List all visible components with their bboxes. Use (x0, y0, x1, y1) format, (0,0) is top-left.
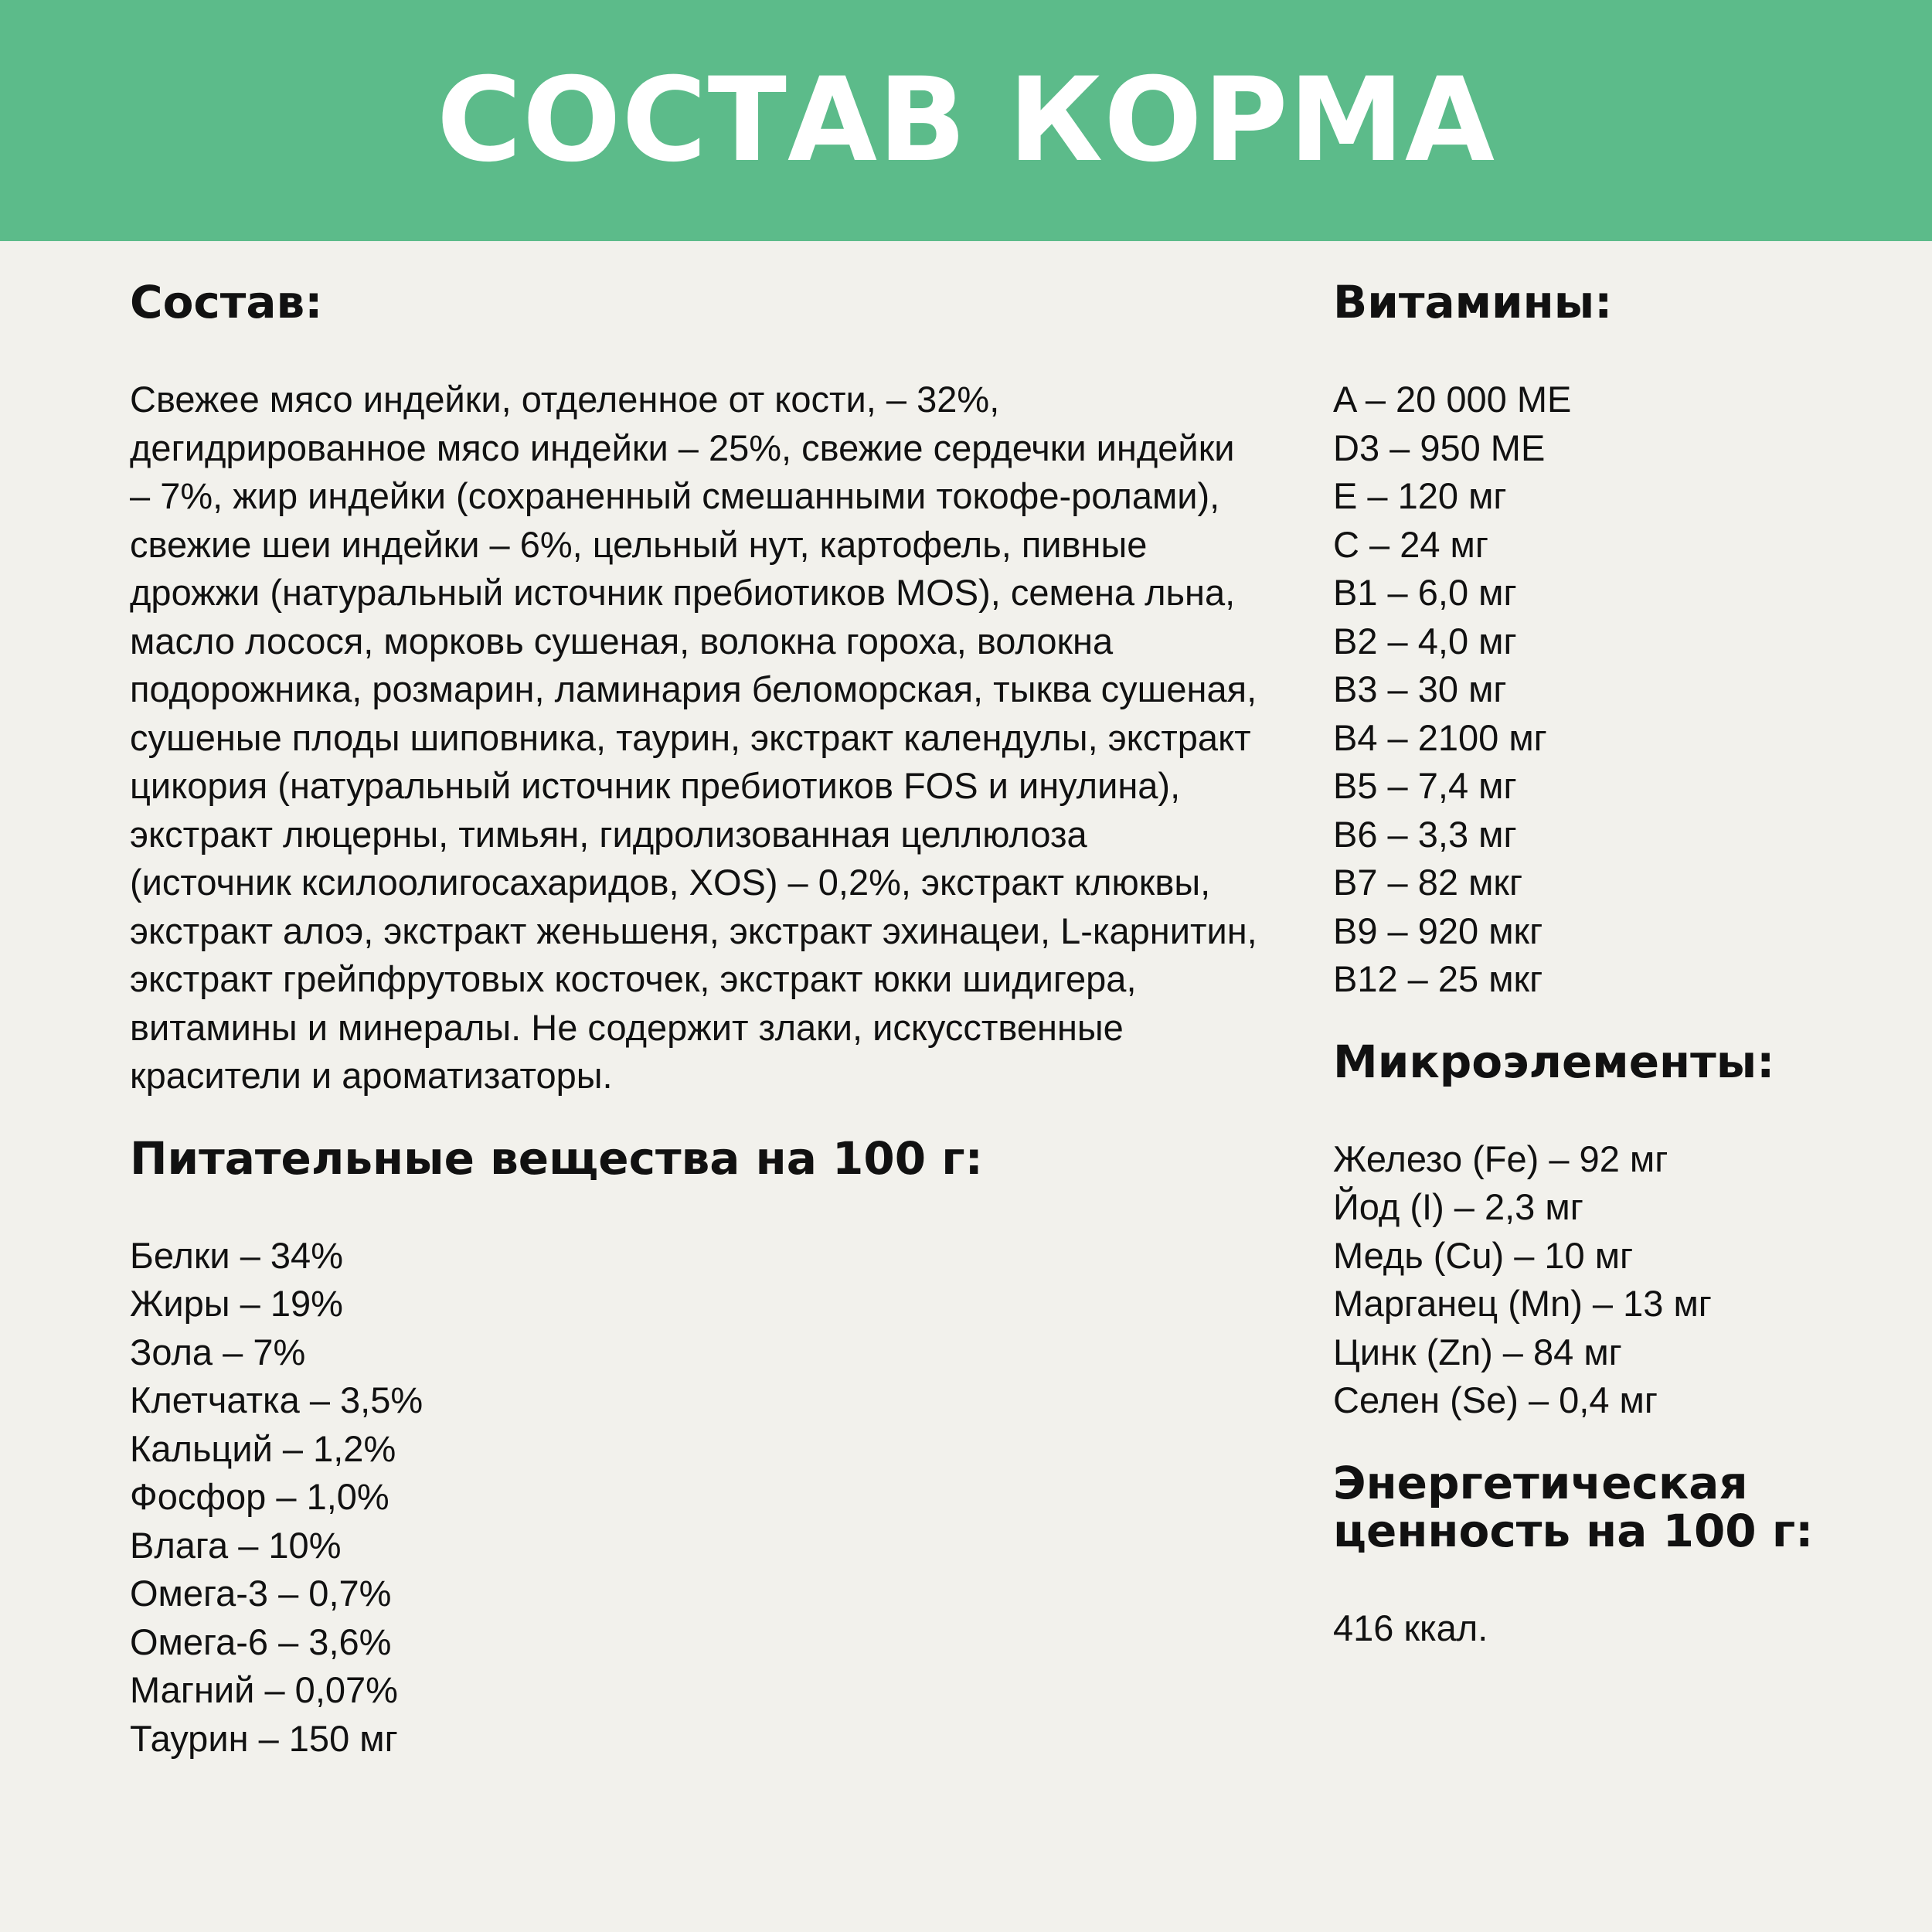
list-item: B7 – 82 мкг (1333, 862, 1523, 903)
list-item: Фосфор – 1,0% (130, 1476, 389, 1517)
list-item: B12 – 25 мкг (1333, 958, 1543, 999)
list-item: B2 – 4,0 мг (1333, 620, 1517, 662)
list-item: Таурин – 150 мг (130, 1717, 398, 1759)
list-item: Кальций – 1,2% (130, 1427, 396, 1469)
vitamins-list (1333, 376, 1889, 1004)
list-item: A – 20 000 МЕ (1333, 379, 1572, 420)
composition-text: Свежее мясо индейки, отделенное от кости, – 32%, дегидрированное мясо индейки – 25%, свежие сердечки индейки – 7%, жир индейки (сохраненный смешанными токофе-ролами), свежие шеи индейки – 6%, цельный нут, картофель, пивные дрожжи (натуральный источник пребиотиков MOS), семена льна, масло лосося, морковь сушеная, волокна гороха, волокна подорожника, розмарин, ламинария беломорская, тыква сушеная, сушеные плоды шиповника, таурин, экстракт календулы, экстракт цикория (натуральный источник пребиотиков FOS и инулина), экстракт люцерны, тимьян, гидролизованная целлюлоза (источник ксилоолигосахаридов, XOS) – 0,2%, экстракт клюквы, экстракт алоэ, экстракт женьшеня, экстракт эхинацеи, L-карнитин, экстракт грейпфрутовых косточек, экстракт юкки шидигера, витамины и минералы. Не содержит злаки, искусственные красители и ароматизаторы. (130, 379, 1257, 1096)
energy-title-line2: ценность на 100 г: (1333, 1504, 1814, 1557)
energy-value: 416 ккал. (1333, 1607, 1488, 1648)
list-item: Цинк (Zn) – 84 мг (1333, 1331, 1622, 1372)
list-item: Клетчатка – 3,5% (130, 1379, 423, 1420)
nutrients-list (130, 1232, 1258, 1764)
list-item: Железо (Fe) – 92 мг (1333, 1138, 1668, 1179)
list-item: Магний – 0,07% (130, 1669, 398, 1710)
microelements-list (1333, 1135, 1889, 1425)
list-item: E – 120 мг (1333, 475, 1507, 516)
list-item: B3 – 30 мг (1333, 668, 1507, 709)
page-title: СОСТАВ КОРМА (436, 53, 1496, 188)
list-item: Марганец (Mn) – 13 мг (1333, 1283, 1712, 1324)
list-item: Йод (I) – 2,3 мг (1333, 1186, 1583, 1227)
list-item: Жиры – 19% (130, 1283, 343, 1324)
energy-title-line1: Энергетическая (1333, 1456, 1748, 1509)
nutrients-title: Питательные вещества на 100 г: (130, 1131, 983, 1185)
list-item: Омега-6 – 3,6% (130, 1621, 392, 1662)
list-item: Зола – 7% (130, 1331, 306, 1372)
microelements-title: Микроэлементы: (1333, 1035, 1775, 1088)
right-column (1333, 278, 1889, 1652)
header-banner (0, 0, 1932, 241)
vitamins-title: Витамины: (1333, 276, 1613, 328)
left-column (130, 278, 1258, 1763)
list-item: B4 – 2100 мг (1333, 716, 1547, 758)
list-item: B5 – 7,4 мг (1333, 765, 1517, 806)
list-item: B9 – 920 мкг (1333, 910, 1543, 951)
list-item: Медь (Cu) – 10 мг (1333, 1234, 1634, 1276)
list-item: B1 – 6,0 мг (1333, 572, 1517, 613)
list-item: C – 24 мг (1333, 523, 1488, 565)
list-item: Омега-3 – 0,7% (130, 1573, 392, 1614)
energy-title (1333, 1456, 1889, 1557)
list-item: D3 – 950 МЕ (1333, 427, 1546, 468)
composition-title: Состав: (130, 276, 323, 328)
list-item: B6 – 3,3 мг (1333, 813, 1517, 855)
list-item: Влага – 10% (130, 1524, 342, 1566)
list-item: Белки – 34% (130, 1234, 343, 1276)
list-item: Селен (Se) – 0,4 мг (1333, 1379, 1658, 1420)
